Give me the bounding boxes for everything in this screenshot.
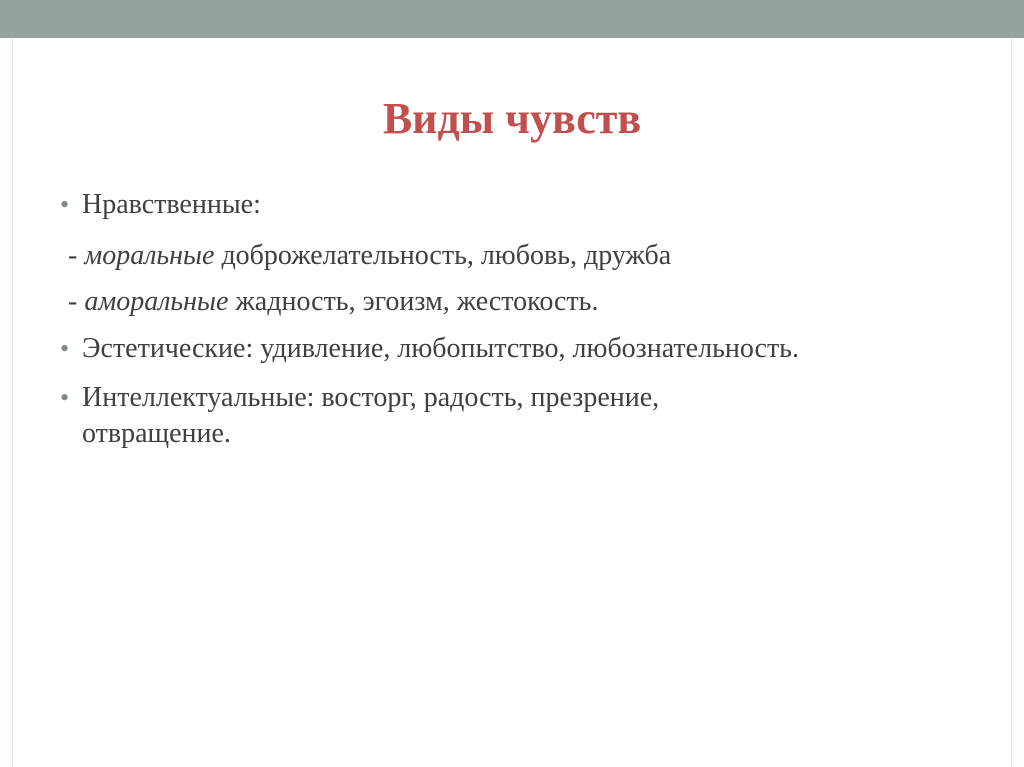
sub-item-italic-term: моральные xyxy=(84,240,215,271)
bullet-icon: • xyxy=(60,190,70,219)
list-item-aesthetic-feelings xyxy=(60,332,980,366)
sub-item-dash: - xyxy=(68,286,85,317)
sub-item-dash: - xyxy=(68,240,85,271)
list-item-text: Интеллектуальные: восторг, радость, презрение, xyxy=(82,382,660,413)
sub-item-amoral xyxy=(60,285,980,319)
sub-item-italic-term: аморальные xyxy=(84,286,229,317)
sub-item-text: жадность, эгоизм, жестокость. xyxy=(228,286,599,317)
bullet-icon: • xyxy=(60,383,70,412)
list-item-moral-feelings xyxy=(60,188,980,222)
slide-title: Виды чувств xyxy=(382,94,642,143)
sub-item-text: доброжелательность, любовь, дружба xyxy=(214,240,672,271)
list-item-intellectual-feelings xyxy=(60,381,980,415)
list-item-text: Нравственные: xyxy=(82,189,261,220)
list-item-continuation: отвращение. xyxy=(82,418,231,449)
top-accent-bar xyxy=(0,0,1024,38)
sub-item-moral xyxy=(60,239,980,273)
list-item-text: Эстетические: удивление, любопытство, любознательность. xyxy=(82,333,799,364)
bullet-icon: • xyxy=(60,334,70,363)
bullet-list xyxy=(60,188,980,451)
